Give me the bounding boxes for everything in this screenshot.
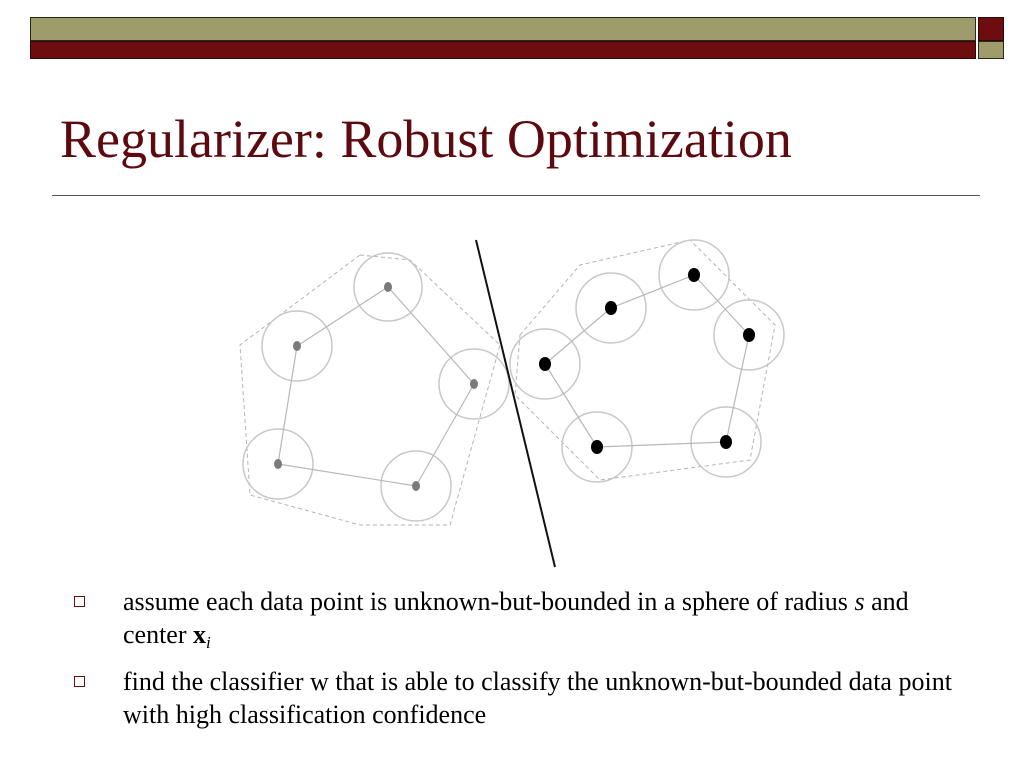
- separating-hyperplane: [476, 240, 555, 567]
- slide-title: Regularizer: Robust Optimization: [60, 109, 792, 169]
- class-b-point: [743, 328, 755, 342]
- class-a-hull: [240, 255, 500, 525]
- robust-classifier-diagram: [230, 225, 800, 575]
- bullet-item: [70, 665, 970, 731]
- class-a-point: [470, 379, 478, 389]
- bullet-text: assume each data point is unknown-but-bounded in a sphere of radius: [123, 587, 855, 616]
- class-b-hull: [515, 240, 775, 480]
- class-a-connectors: [278, 287, 474, 486]
- corner-red-square: [978, 17, 1004, 41]
- center-subscript: i: [206, 633, 211, 652]
- class-b-point: [591, 440, 603, 454]
- top-decorative-band: [30, 17, 1004, 59]
- bullet-item: [70, 585, 970, 659]
- hollow-square-bullet-icon: [74, 676, 85, 687]
- title-divider: [52, 195, 980, 196]
- dark-red-band: [30, 41, 976, 59]
- class-a-point: [412, 481, 420, 491]
- center-variable: x: [193, 620, 207, 649]
- class-b-connectors: [545, 275, 749, 447]
- class-b-point: [720, 435, 732, 449]
- corner-olive-square: [978, 41, 1004, 59]
- class-a-point: [384, 282, 392, 292]
- hollow-square-bullet-icon: [74, 596, 85, 607]
- bullet-text-middle: and center: [123, 587, 909, 649]
- olive-band: [30, 17, 976, 41]
- class-b-point: [688, 268, 700, 282]
- class-b-point: [539, 357, 551, 371]
- bullet-text: find the classifier w that is able to classify the unknown-but-bounded data point with high classification confidence: [123, 667, 952, 729]
- class-b-point: [605, 301, 617, 315]
- class-a-point: [293, 341, 301, 351]
- class-a-points: [274, 282, 478, 491]
- class-a-uncertainty-circles: [243, 253, 509, 521]
- radius-variable: s: [854, 587, 865, 616]
- class-a-point: [274, 459, 282, 469]
- bullet-list: [70, 585, 970, 737]
